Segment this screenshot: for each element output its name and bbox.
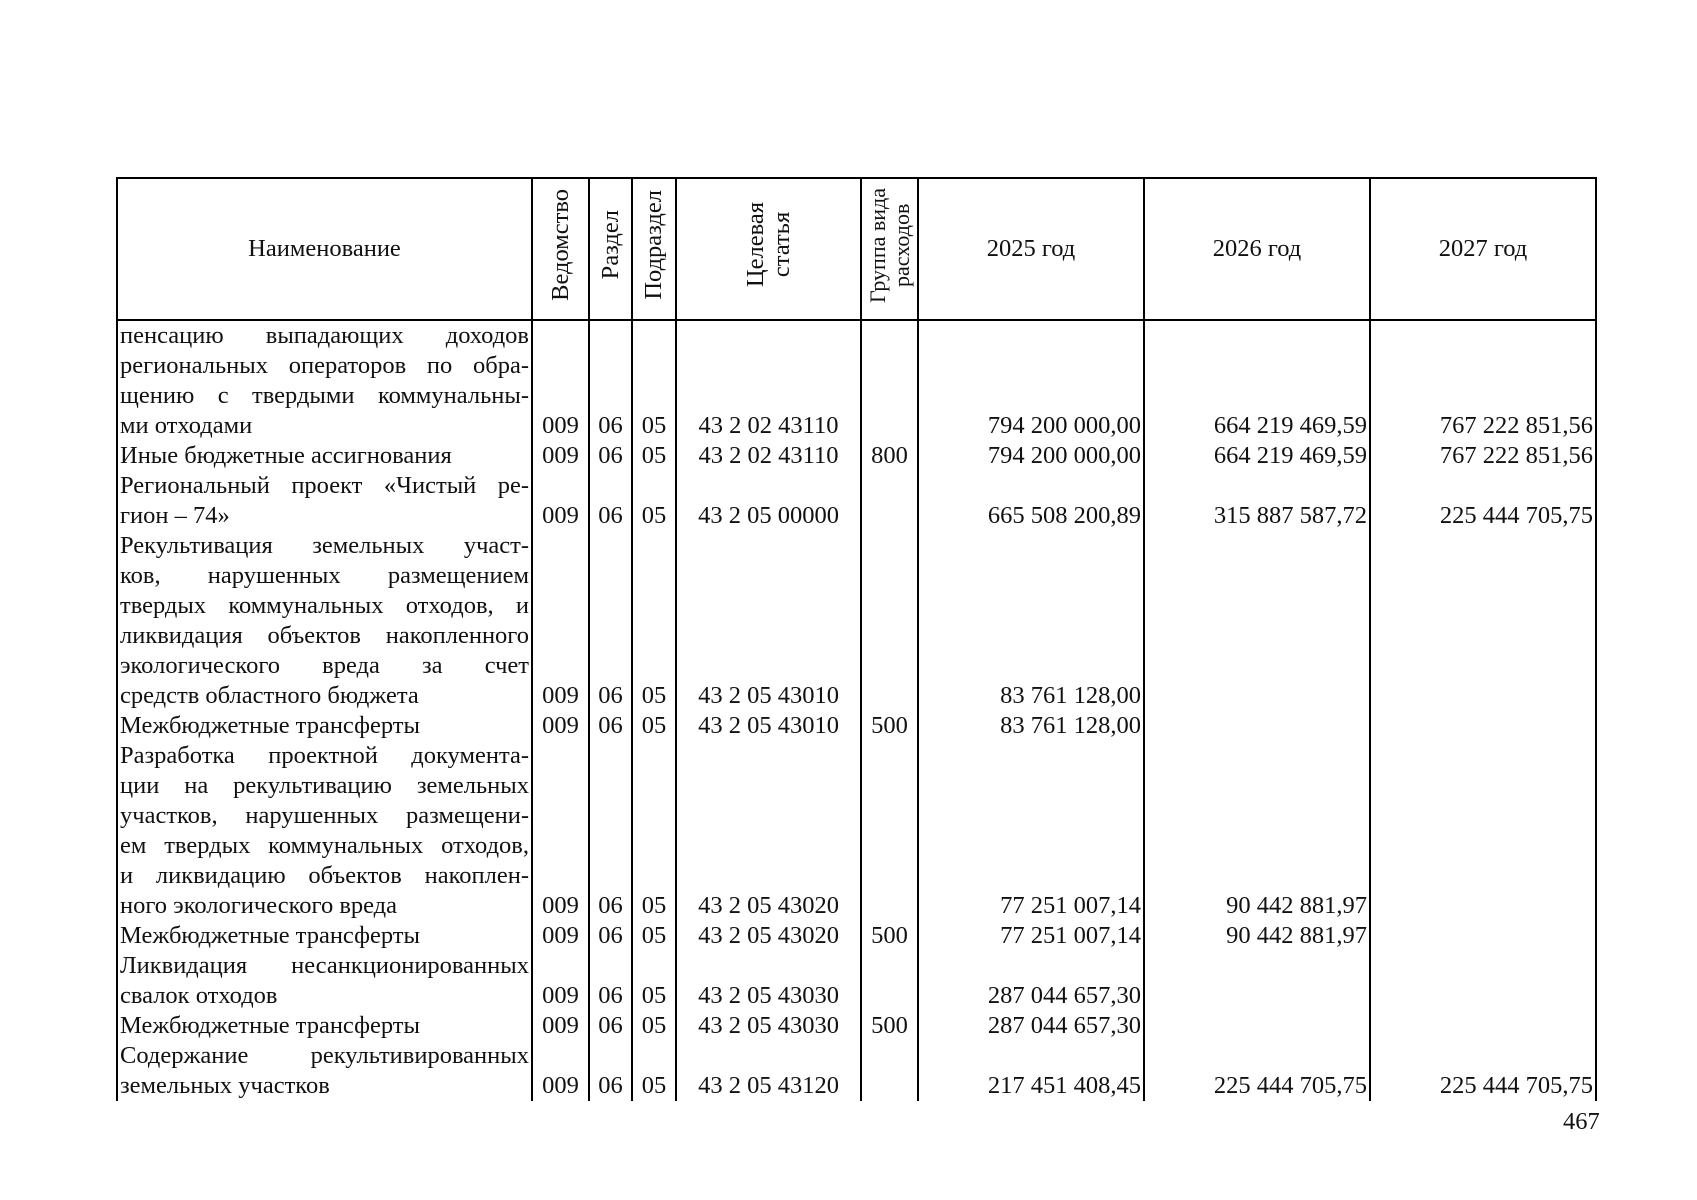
row-subsection: 05: [632, 1011, 676, 1041]
row-section: 06: [589, 320, 632, 441]
row-amount-2025: 794 200 000,00: [918, 441, 1144, 471]
row-section: 06: [589, 921, 632, 951]
row-department: 009: [532, 951, 589, 1011]
row-amount-2026: 315 887 587,72: [1144, 471, 1370, 531]
row-amount-2026: 225 444 705,75: [1144, 1041, 1370, 1101]
row-name: [117, 471, 532, 531]
row-amount-2027: [1370, 741, 1596, 921]
row-name-line: Рекультивация земельных участ-: [120, 532, 529, 559]
row-name-line: Иные бюджетные ассигнования: [120, 442, 452, 469]
row-name-line: Региональный проект «Чистый ре-: [120, 472, 529, 499]
row-name-line: экологического вреда за счет: [120, 652, 529, 679]
row-target-article: 43 2 05 43010: [676, 531, 861, 711]
row-expense-group: 500: [861, 711, 918, 741]
row-name-line: Межбюджетные трансферты: [120, 922, 420, 949]
row-amount-2026: [1144, 951, 1370, 1011]
row-expense-group: [861, 531, 918, 711]
row-amount-2026: 664 219 469,59: [1144, 441, 1370, 471]
row-amount-2026: 664 219 469,59: [1144, 320, 1370, 441]
row-target-article: 43 2 02 43110: [676, 320, 861, 441]
row-subsection: 05: [632, 1041, 676, 1101]
row-amount-2027: [1370, 1011, 1596, 1041]
row-amount-2025: 83 761 128,00: [918, 711, 1144, 741]
row-amount-2026: [1144, 1011, 1370, 1041]
row-name-line: ликвидация объектов накопленного: [120, 622, 529, 649]
row-name-line: Разработка проектной документа-: [120, 742, 529, 769]
row-name-line: ции на рекультивацию земельных: [120, 772, 529, 799]
table-header-row: [117, 178, 1596, 320]
row-subsection: 05: [632, 320, 676, 441]
table-row: [117, 741, 1596, 921]
row-amount-2026: 90 442 881,97: [1144, 741, 1370, 921]
row-amount-2026: [1144, 531, 1370, 711]
row-section: 06: [589, 741, 632, 921]
row-amount-2026: [1144, 711, 1370, 741]
row-name: [117, 441, 532, 471]
row-department: 009: [532, 1041, 589, 1101]
row-name: [117, 320, 532, 441]
row-expense-group: 800: [861, 441, 918, 471]
row-amount-2027: 767 222 851,56: [1370, 441, 1596, 471]
row-name-line: участков, нарушенных размещени-: [120, 802, 529, 829]
row-expense-group: [861, 741, 918, 921]
row-amount-2025: 83 761 128,00: [918, 531, 1144, 711]
row-name-line: щению с твердыми коммунальны-: [120, 382, 529, 409]
table-row: [117, 711, 1596, 741]
row-department: 009: [532, 741, 589, 921]
row-section: 06: [589, 951, 632, 1011]
row-name: [117, 921, 532, 951]
row-amount-2027: [1370, 951, 1596, 1011]
row-name-line: ного экологического вреда: [120, 892, 398, 919]
row-subsection: 05: [632, 951, 676, 1011]
row-subsection: 05: [632, 921, 676, 951]
row-amount-2025: 665 508 200,89: [918, 471, 1144, 531]
row-amount-2025: 794 200 000,00: [918, 320, 1144, 441]
row-target-article: 43 2 05 43120: [676, 1041, 861, 1101]
row-expense-group: 500: [861, 1011, 918, 1041]
row-amount-2027: 225 444 705,75: [1370, 1041, 1596, 1101]
row-target-article: 43 2 05 43020: [676, 741, 861, 921]
row-amount-2027: [1370, 921, 1596, 951]
header-subsection: Подраздел: [632, 178, 676, 320]
table-row: [117, 471, 1596, 531]
row-subsection: 05: [632, 711, 676, 741]
row-department: 009: [532, 921, 589, 951]
row-name-line: ми отходами: [120, 412, 253, 439]
header-section: Раздел: [589, 178, 632, 320]
row-department: 009: [532, 1011, 589, 1041]
row-subsection: 05: [632, 531, 676, 711]
row-name: [117, 951, 532, 1011]
row-target-article: 43 2 05 43030: [676, 1011, 861, 1041]
row-amount-2026: 90 442 881,97: [1144, 921, 1370, 951]
row-amount-2025: 287 044 657,30: [918, 951, 1144, 1011]
row-expense-group: 500: [861, 921, 918, 951]
row-amount-2027: 225 444 705,75: [1370, 471, 1596, 531]
header-target-article: Целевая статья: [676, 178, 861, 320]
row-expense-group: [861, 320, 918, 441]
row-amount-2027: 767 222 851,56: [1370, 320, 1596, 441]
header-year-2026: 2026 год: [1144, 178, 1370, 320]
row-target-article: 43 2 05 43010: [676, 711, 861, 741]
row-section: 06: [589, 441, 632, 471]
row-target-article: 43 2 05 00000: [676, 471, 861, 531]
row-target-article: 43 2 05 43030: [676, 951, 861, 1011]
budget-table: [116, 177, 1597, 1101]
table-row: [117, 951, 1596, 1011]
row-section: 06: [589, 471, 632, 531]
row-amount-2025: 77 251 007,14: [918, 741, 1144, 921]
row-amount-2025: 217 451 408,45: [918, 1041, 1144, 1101]
header-department: Ведомство: [532, 178, 589, 320]
table-row: [117, 921, 1596, 951]
row-department: 009: [532, 320, 589, 441]
row-name: [117, 1011, 532, 1041]
row-expense-group: [861, 1041, 918, 1101]
row-name-line: гион – 74»: [120, 502, 230, 529]
row-name-line: и ликвидацию объектов накоплен-: [120, 862, 529, 889]
row-expense-group: [861, 951, 918, 1011]
row-department: 009: [532, 711, 589, 741]
row-name-line: твердых коммунальных отходов, и: [120, 592, 529, 619]
row-expense-group: [861, 471, 918, 531]
row-name: [117, 741, 532, 921]
row-name: [117, 1041, 532, 1101]
row-name-line: средств областного бюджета: [120, 682, 419, 709]
row-name-line: Межбюджетные трансферты: [120, 1012, 420, 1039]
row-amount-2025: 77 251 007,14: [918, 921, 1144, 951]
row-name-line: региональных операторов по обра-: [120, 352, 529, 379]
row-name-line: Межбюджетные трансферты: [120, 712, 420, 739]
row-section: 06: [589, 711, 632, 741]
row-name-line: Содержание рекультивированных: [120, 1042, 529, 1069]
row-amount-2025: 287 044 657,30: [918, 1011, 1144, 1041]
table-row: [117, 531, 1596, 711]
row-department: 009: [532, 441, 589, 471]
header-year-2025: 2025 год: [918, 178, 1144, 320]
table-row: [117, 1011, 1596, 1041]
row-section: 06: [589, 1041, 632, 1101]
row-name-line: земельных участков: [120, 1072, 330, 1099]
row-section: 06: [589, 531, 632, 711]
row-target-article: 43 2 02 43110: [676, 441, 861, 471]
row-amount-2027: [1370, 531, 1596, 711]
table-row: [117, 320, 1596, 441]
page-number: 467: [1563, 1108, 1600, 1135]
row-name: [117, 711, 532, 741]
row-subsection: 05: [632, 441, 676, 471]
table-row: [117, 1041, 1596, 1101]
header-year-2027: 2027 год: [1370, 178, 1596, 320]
row-name-line: пенсацию выпадающих доходов: [120, 322, 529, 349]
row-subsection: 05: [632, 471, 676, 531]
row-department: 009: [532, 471, 589, 531]
row-name-line: ем твердых коммунальных отходов,: [120, 832, 529, 859]
table-row: [117, 441, 1596, 471]
header-expense-group: Группа вида расходов: [861, 178, 918, 320]
row-department: 009: [532, 531, 589, 711]
row-section: 06: [589, 1011, 632, 1041]
row-subsection: 05: [632, 741, 676, 921]
row-target-article: 43 2 05 43020: [676, 921, 861, 951]
header-name: Наименование: [117, 178, 532, 320]
row-name-line: ков, нарушенных размещением: [120, 562, 529, 589]
row-name-line: свалок отходов: [120, 982, 278, 1009]
row-name: [117, 531, 532, 711]
row-name-line: Ликвидация несанкционированных: [120, 952, 529, 979]
row-amount-2027: [1370, 711, 1596, 741]
table-body: [117, 320, 1596, 1101]
